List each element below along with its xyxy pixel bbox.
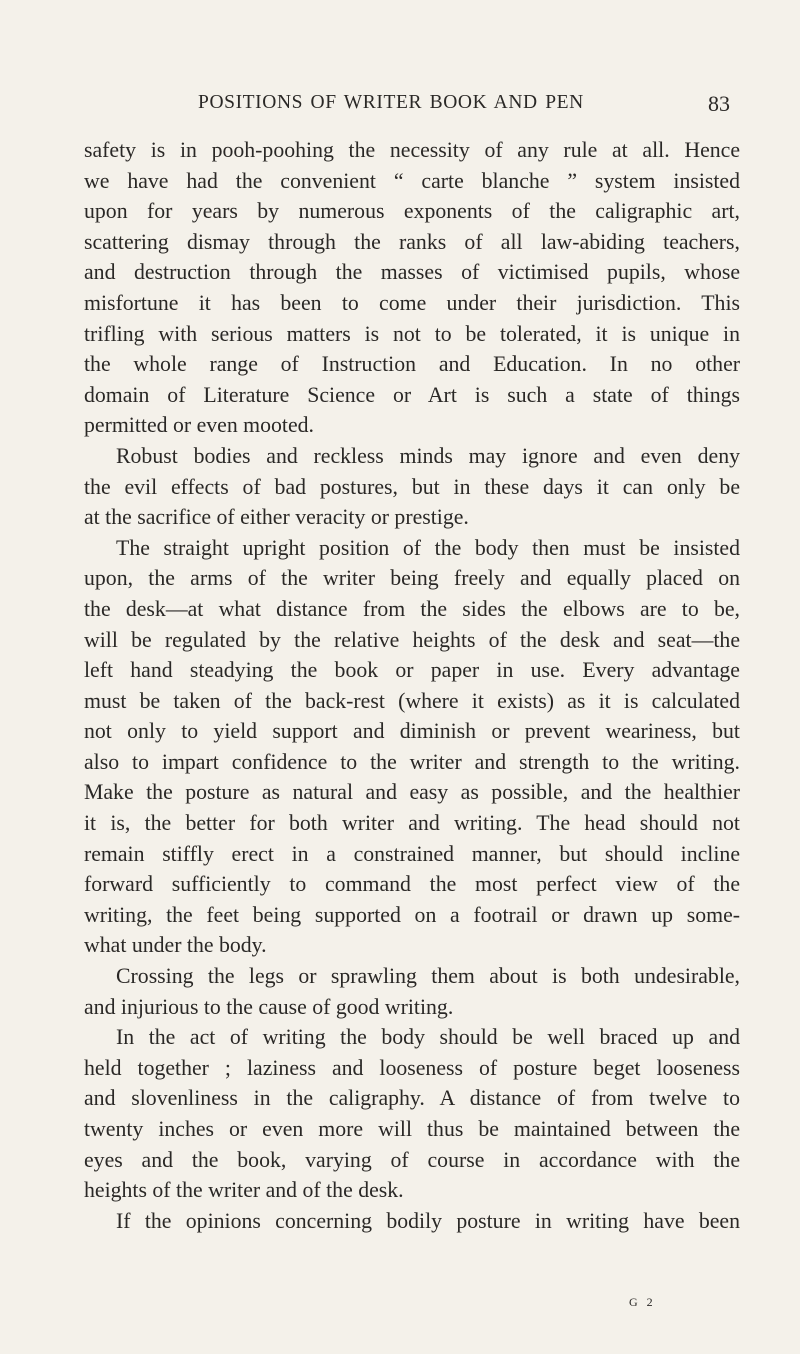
paragraph-first-line: Crossing the legs or sprawling them about is both undesirable,: [116, 964, 740, 989]
text-line: scattering dismay through the ranks of all law-abiding teachers,: [84, 229, 740, 254]
text-line: the desk—at what distance from the sides the elbows are to be,: [84, 596, 740, 621]
text-line: what under the body.: [84, 933, 267, 958]
text-line: also to impart confidence to the writer and strength to the writing.: [84, 749, 740, 774]
text-line: trifling with serious matters is not to be tolerated, it is unique in: [84, 321, 740, 346]
text-line: we have had the convenient “ carte blanche ” system insisted: [84, 168, 740, 193]
text-line: and injurious to the cause of good writing.: [84, 994, 454, 1019]
text-line: Make the posture as natural and easy as possible, and the healthier: [84, 780, 740, 805]
text-line: it is, the better for both writer and writing. The head should not: [84, 811, 740, 836]
running-head-title: POSITIONS OF WRITER BOOK AND PEN: [198, 92, 584, 113]
paragraph-first-line: Robust bodies and reckless minds may ignore and even deny: [116, 443, 740, 468]
text-line: and slovenliness in the caligraphy. A distance of from twelve to: [84, 1086, 740, 1111]
text-line: not only to yield support and diminish or prevent weariness, but: [84, 719, 740, 744]
text-line: remain stiffly erect in a constrained manner, but should incline: [84, 841, 740, 866]
text-line: left hand steadying the book or paper in use. Every advantage: [84, 658, 740, 683]
text-line: twenty inches or even more will thus be maintained between the: [84, 1117, 740, 1141]
text-line: the whole range of Instruction and Education. In no other: [84, 352, 740, 377]
text-line: must be taken of the back-rest (where it exists) as it is calculated: [84, 688, 740, 713]
text-line: upon, the arms of the writer being freely and equally placed on: [84, 566, 740, 591]
text-line: eyes and the book, varying of course in accordance with the: [84, 1147, 740, 1172]
text-line: will be regulated by the relative heights of the desk and seat—the: [84, 627, 740, 652]
text-line: domain of Literature Science or Art is such a state of things: [84, 382, 740, 407]
text-line: the evil effects of bad postures, but in these days it can only be: [84, 474, 740, 499]
text-line: writing, the feet being supported on a footrail or drawn up some-: [84, 902, 740, 927]
paragraph-first-line: The straight upright position of the body then must be insisted: [116, 535, 740, 560]
text-line: forward sufficiently to command the most perfect view of the: [84, 872, 740, 897]
signature-mark: G 2: [629, 1295, 656, 1309]
text-line: held together ; laziness and looseness of posture beget looseness: [84, 1055, 740, 1080]
text-line: upon for years by numerous exponents of the caligraphic art,: [84, 199, 740, 224]
paragraph-first-line: If the opinions concerning bodily posture in writing have been: [116, 1208, 740, 1233]
text-line: misfortune it has been to come under their jurisdiction. This: [84, 290, 740, 315]
text-line: permitted or even mooted.: [84, 413, 315, 438]
page-number: 83: [708, 91, 730, 116]
text-line: at the sacrifice of either veracity or prestige.: [84, 505, 469, 530]
text-line: heights of the writer and of the desk.: [84, 1178, 404, 1203]
paragraph-first-line: In the act of writing the body should be well braced up and: [116, 1025, 740, 1050]
body-text: [84, 135, 740, 1236]
running-header: [84, 92, 740, 122]
text-line: and destruction through the masses of victimised pupils, whose: [84, 260, 740, 285]
text-line: safety is in pooh-poohing the necessity of any rule at all. Hence: [84, 138, 740, 162]
